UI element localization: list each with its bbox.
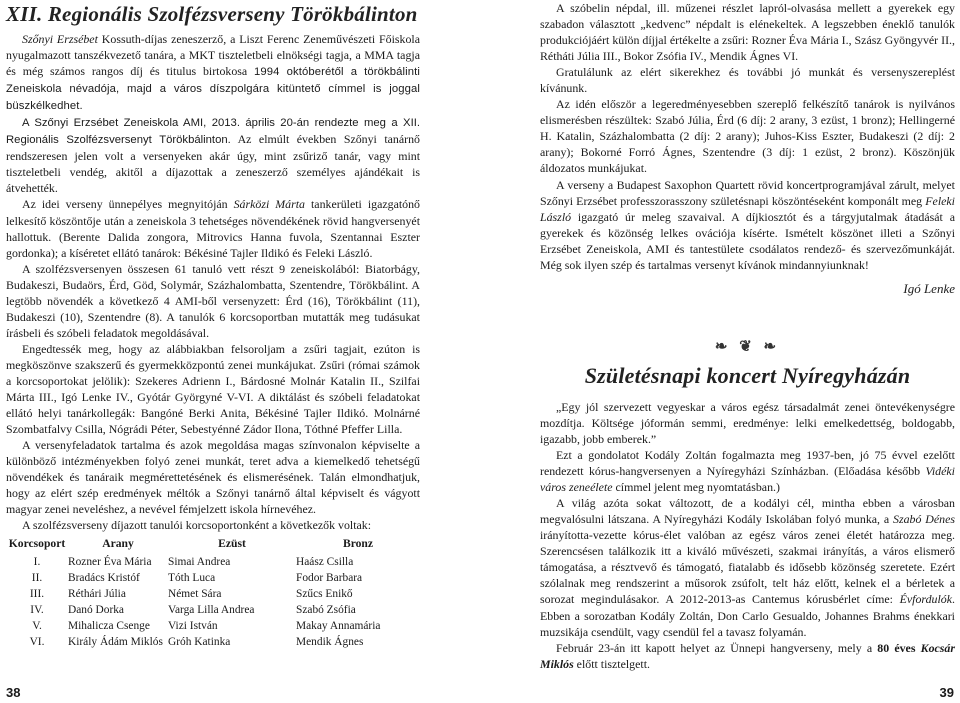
paragraph-oral-exam: A szóbelin népdal, ill. műzenei részlet lapról-olvasása mellett a gyerekek egy szabadon választott „kedvenc” népdalt is elénekeltek. A legszebben éneklő tanulók produkciójáért külön díjjal értékelte a zsűri: Rozner Éva Mária I., Szász Gyöngyvér II., Rétháti Júlia III., Bokor Zsófia IV., Mendik Ágnes VI. bbox=[540, 1, 955, 64]
person-name: Szőnyi Erzsébet bbox=[22, 32, 98, 46]
person-name: Szabó Dénes bbox=[893, 512, 955, 527]
paragraph-text-sans: . április 20-án rendezte meg a XII. Regionális Szolfézsversenyt Törökbálinton. bbox=[6, 117, 420, 147]
table-cell: Szabó Zsófia bbox=[296, 603, 356, 616]
column-header-korcsoport: Korcsoport bbox=[8, 537, 66, 551]
paragraph-text: Kossuth-díjas zeneszerző, a Liszt Ferenc Zeneművészeti Főiskola nyugalmazott tanszékvezető tanára, a MKT tiszteletbeli elnökségi tagja, a MMA tagja és még számos rangos díj és titulus birtokosa bbox=[6, 32, 420, 79]
paragraph-text: A verseny a Budapest Saxophon Quartett rövid koncertprogramjával zárult, melyet Szőnyi Erzsébet professzorasszony születésnapi köszöntéseként komponált meg bbox=[540, 177, 955, 208]
paragraph-february-concert bbox=[540, 640, 955, 672]
table-row bbox=[6, 618, 420, 634]
table-cell: Rozner Éva Mária bbox=[68, 555, 152, 568]
paragraph-text-sans: 1994 októberétől a törökbálinti Zeneiskola névadója, majd a város díszpolgára kitüntető címmel is joggal büszkélkedhet. bbox=[6, 66, 420, 113]
paragraph-teachers: Az idén először a legeredményesebben szereplő felkészítő tanárok is nyilvános elismerésben részültek: Szabó Júlia, Érd (6 díj: 2 arany, 3 ezüst, 1 bronz); Hellingerné H. Katalin, Százhalombatta (2 díj: 2 arany); Juhos-Kiss Eszter, Budakeszi (2 díj: 2 arany); Bokorné Forró Ágnes, Szentendre (3 díj: 1 ezüst, 2 bronz). Köszönjük áldozatos munkájukat. bbox=[540, 97, 955, 176]
table-cell: V. bbox=[32, 619, 42, 632]
person-name: Kocsár Miklós bbox=[540, 640, 955, 671]
paragraph-text: előtt tisztelgett. bbox=[573, 656, 650, 671]
work-title: Évfordulók bbox=[899, 592, 953, 607]
paragraph-opening bbox=[6, 196, 420, 260]
paragraph-congratulations: Gratulálunk az elért sikerekhez és további jó munkát és versenyszereplést kívánunk. bbox=[540, 65, 955, 96]
left-page-column bbox=[6, 0, 420, 650]
table-cell: Fodor Barbara bbox=[296, 571, 363, 584]
table-cell: I. bbox=[33, 555, 41, 568]
paragraph-text: címmel jelent meg nyomtatásban.) bbox=[612, 480, 780, 495]
paragraph-text-sans: A Szőnyi Erzsébet Zeneiskola AMI, bbox=[22, 117, 212, 130]
paragraph-text: Február 23-án itt kapott helyet az Ünnepi hangverseny, mely a bbox=[556, 640, 878, 655]
paragraph-text: igazgató úr meleg szavaival. A díjkiosztót és a tárgyjutalmak átadását a gyerekek és közönség lelkes ovációja kísérte. Ismételt köszönet illeti a Szőnyi Erzsébet Zeneiskola, AMI és tantestülete csodálatos rendező- és szervezőmunkáját. Még sok ilyen szép és tartalmas versenyt kívánok mindannyiunknak! bbox=[540, 209, 955, 272]
paragraph-closing-concert bbox=[540, 177, 955, 273]
paragraph-text: irányította-vezette kórus-élet valóban az egész város zenei életét határozza meg. Szerencsésen találkozik itt a kiváló művészeti, szakmai irányítás, a város elismerő támogatása, a résztvevő és támogató, fiatalabb és idősebb közönség szeretete. Ezért szólalnak meg rendszerint a műsorok zsúfolt, telt ház előtt, kelnek el a bérletek a sorozat megindulásakor. A 2012-2013-as Cantemus kórusbérlet címe: bbox=[540, 528, 955, 607]
table-cell: Varga Lilla Andrea bbox=[168, 603, 255, 616]
table-row bbox=[6, 602, 420, 618]
table-row bbox=[6, 570, 420, 586]
winners-table bbox=[6, 536, 420, 649]
paragraph-text: A világ azóta sokat változott, de a kodályi cél, mintha ebben a városban megvalósulni látszana. A Nyíregyházi Kodály Iskolában folyó munka, a bbox=[540, 496, 955, 527]
paragraph-winners-intro: A szolfézsverseny díjazott tanulói korcsoportonként a következők voltak: bbox=[22, 518, 372, 533]
table-cell: III. bbox=[29, 587, 45, 600]
table-cell: Tóth Luca bbox=[168, 571, 216, 584]
table-cell: Német Sára bbox=[168, 587, 222, 600]
table-row bbox=[6, 554, 420, 570]
paragraph-intro bbox=[6, 31, 420, 114]
table-cell: Vizi István bbox=[168, 619, 218, 632]
paragraph-text: Az elmúlt években Szőnyi tanárnő rendszeresen jelen volt a versenyeken akár úgy, mint zsűriző tanár, vagy mint tiszteletbeli vendég, akitől a díjazottak a zeneszerző személyes ajándékait is átvehették. bbox=[6, 132, 420, 196]
column-header-bronz: Bronz bbox=[342, 537, 374, 551]
table-cell: Szűcs Enikő bbox=[296, 587, 353, 600]
article-title: XII. Regionális Szolfézsverseny Törökbálinton bbox=[6, 2, 418, 26]
page-number-right: 39 bbox=[939, 685, 954, 700]
table-cell: Király Ádám Miklós bbox=[68, 635, 163, 648]
right-page-column bbox=[540, 0, 955, 672]
table-header-row bbox=[6, 536, 420, 553]
table-cell: Mendik Ágnes bbox=[296, 635, 364, 648]
paragraph-jury: Engedtessék meg, hogy az alábbiakban felsoroljam a zsűri tagjait, ezúton is megköszönve szakszerű és gyermekközpontú zenei munkájukat. Zsűri (római számok a korcsoportokat jelölik): Szekeres Adrienn I., Bárdosné Molnár Katalin II., Szilfai Márta III., Igó Lenke IV., Gyótár Györgyné V-VI. A diktálást és szóbeli feladatokat ellátó helyi tanárkollegák: Bangóné Berki Anita, Békésiné Tajler Ildikó. Molnárné Szombatfalvy Csilla, Nógrádi Péter, Sebestyénné Zádor Ilona, Tóthné Pfeffer Lilla. bbox=[6, 341, 420, 437]
table-cell: Simai Andrea bbox=[168, 555, 231, 568]
emphasis-text: 80 éves bbox=[877, 640, 916, 655]
column-header-arany: Arany bbox=[102, 537, 134, 551]
author-signature: Igó Lenke bbox=[903, 280, 955, 296]
table-cell: Gróh Katinka bbox=[168, 635, 231, 648]
paragraph-text: . Ebben a sorozatban Kodály Zoltán, Don Carlo Gesualdo, Johannes Brahms énekkari muzsikája csendült, vagy csendül fel a tavasz folyamán. bbox=[540, 592, 955, 639]
table-cell: Danó Dorka bbox=[68, 603, 124, 616]
paragraph-quote: „Egy jól szervezett vegyeskar a város egész társadalmát zenei öntevékenységre mozdítja. Költségе jóformán semmi, eredménye: lelki emelkedettség, boldogabb, igazabb, jobb emberek.” bbox=[540, 399, 955, 446]
paragraph-text: Ezt a gondolatot Kodály Zoltán fogalmazta meg 1937-ben, jó 75 évvel ezelőtt rendezett kórus-hangversenyen a Nyíregyházi Színházban. (Előadása később bbox=[540, 448, 955, 479]
table-row bbox=[6, 586, 420, 602]
paragraph-city-music-life bbox=[540, 495, 955, 639]
paragraph-text: Az idei verseny ünnepélyes megnyitóján bbox=[22, 197, 234, 212]
ornament-divider: ❧ ❦ ❧ bbox=[714, 338, 781, 355]
paragraph-participants: A szolfézsversenyen összesen 61 tanuló vett részt 9 zeneiskolából: Biatorbágy, Budakeszi, Budaörs, Érd, Göd, Solymár, Százhalombatta, Szentendre, Törökbálint. A legtöbb növendék a következő 4 AMI-ből versenyzett: Érd (16), Törökbálint (11), Budakeszi (10), Szentendre (8). A tanulók 6 korcsoportban mutatták meg tudásukat írásbeli és szóbeli feladatok megoldásával. bbox=[6, 261, 420, 340]
table-row bbox=[6, 634, 420, 650]
person-name: Feleki László bbox=[540, 193, 955, 224]
year-text: 2013 bbox=[211, 117, 237, 130]
column-header-ezust: Ezüst bbox=[218, 537, 246, 551]
table-cell: Réthári Júlia bbox=[68, 587, 126, 600]
table-cell: Makay Annamária bbox=[296, 619, 381, 632]
paragraph-kodaly bbox=[540, 447, 955, 495]
article-title-birthday: Születésnapi koncert Nyíregyházán bbox=[584, 362, 911, 388]
table-cell: II. bbox=[31, 571, 43, 584]
person-name: Sárközi Márta bbox=[233, 197, 305, 212]
paragraph-organizer bbox=[6, 114, 420, 196]
paragraph-assessment: A versenyfeladatok tartalma és azok megoldása magas színvonalon képviselte a különböző intézményekben folyó zenei munkát, teret adva a kiemelkedő tehetségű növendékek és tanáraik megmérettetésének és elismerésének. Talán elmondhatjuk, hogy az elért szép eredmények méltók a Szőnyi tanárnő által képviselt és vágyott magyar zenei neveléshez, a nevével fémjelzett iskola hírnevéhez. bbox=[6, 438, 420, 517]
table-cell: Haász Csilla bbox=[296, 555, 354, 568]
table-cell: VI. bbox=[29, 635, 45, 648]
work-title: Vidéki város zeneélete bbox=[540, 464, 955, 495]
table-cell: IV. bbox=[30, 603, 44, 616]
table-cell: Mihalicza Csenge bbox=[68, 619, 150, 632]
paragraph-text: tankerületi igazgatónő lelkesítő köszöntője után a zeneiskola 3 tehetséges növendékének rövid hangversenyét hallottuk. (Berente Dalida zongora, Mitrovics Hanna fuvola, Szentannai Eszter gordonka); a kíséretet ellátó tanárok: Békésiné Tajler Ildikó és Feleki László. bbox=[6, 197, 421, 260]
table-cell: Bradács Kristóf bbox=[68, 571, 140, 584]
page-number-left: 38 bbox=[6, 685, 21, 700]
